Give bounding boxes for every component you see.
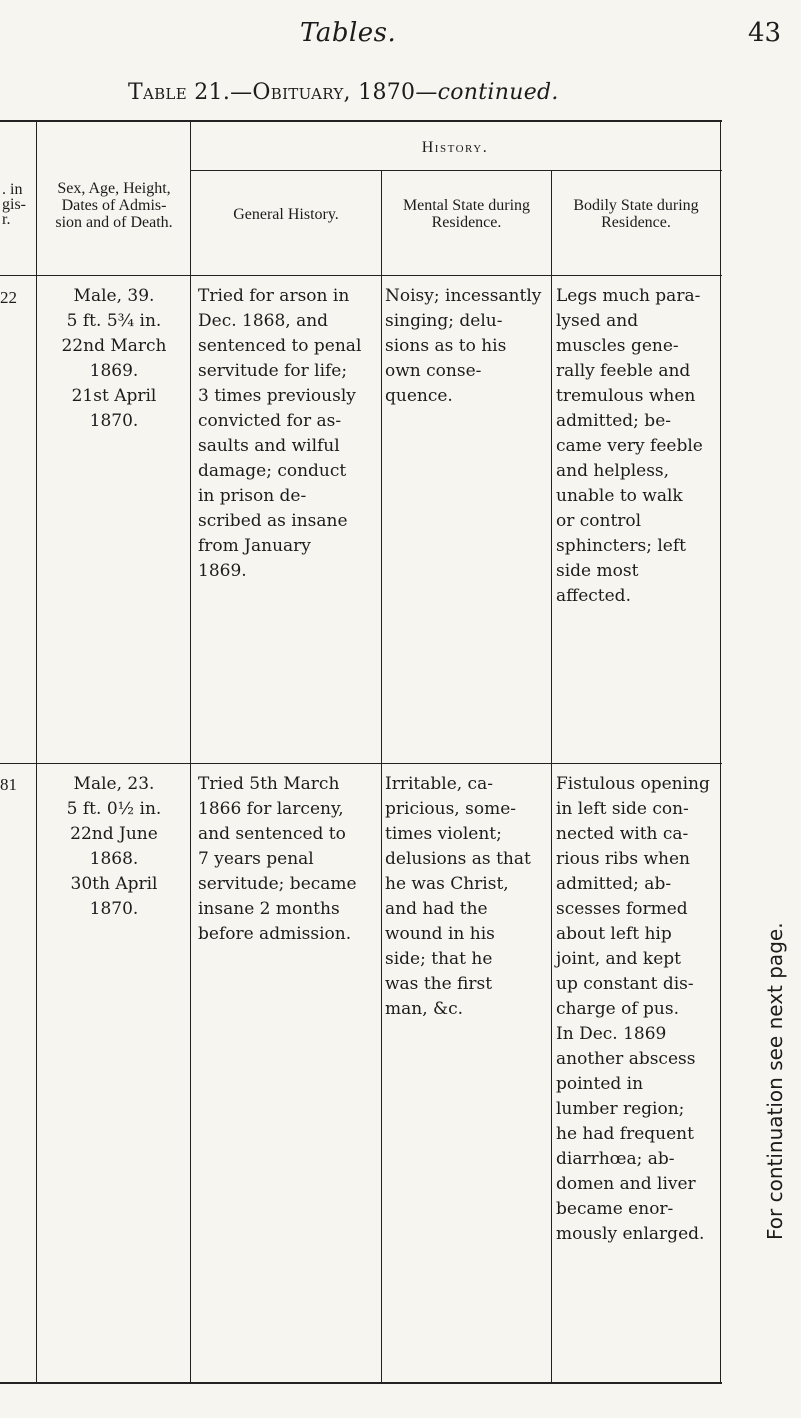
cell-line: another abscess — [556, 1049, 696, 1069]
running-title: Tables. — [300, 18, 397, 48]
reg-no-header-line: . in — [2, 181, 23, 198]
cell-line: unable to walk — [556, 486, 683, 506]
header-line: Sex, Age, Height, — [57, 180, 171, 197]
rule-row-divider — [0, 763, 722, 764]
cell-line: he was Christ, — [385, 874, 509, 894]
cell-line: admitted; ab- — [556, 874, 672, 894]
cell-line: domen and liver — [556, 1174, 696, 1194]
cell-line: Dec. 1868, and — [198, 311, 329, 331]
cell-line: own conse- — [385, 361, 482, 381]
vline-1 — [36, 120, 37, 1383]
cell-line: side most — [556, 561, 639, 581]
cell-line: 3 times previously — [198, 386, 356, 406]
cell-line: muscles gene- — [556, 336, 679, 356]
cell-line: from January — [198, 536, 311, 556]
cell-line: 7 years penal — [198, 849, 314, 869]
cell-line: In Dec. 1869 — [556, 1024, 667, 1044]
cell-line: Noisy; incessantly — [385, 286, 542, 306]
cell-line: scesses formed — [556, 899, 688, 919]
bodily-state-header — [552, 197, 720, 231]
sex-age-cell — [38, 772, 190, 922]
cell-line: 1870. — [89, 899, 139, 919]
rule-history-under — [190, 170, 722, 171]
cell-line: Tried for arson in — [198, 286, 350, 306]
cell-line: became enor- — [556, 1199, 674, 1219]
cell-line: before admission. — [198, 924, 352, 944]
header-line: Bodily State during — [573, 197, 699, 214]
bodily-state-cell — [556, 772, 719, 1247]
cell-line: diarrhœa; ab- — [556, 1149, 675, 1169]
cell-line: tremulous when — [556, 386, 696, 406]
cell-line: 22nd June — [70, 824, 158, 844]
cell-line: in prison de- — [198, 486, 307, 506]
history-group-header: History. — [421, 139, 489, 156]
cell-line: servitude for life; — [198, 361, 348, 381]
reg-no: 81 — [0, 775, 17, 794]
header-line: Mental State during — [402, 197, 531, 214]
cell-line: side; that he — [385, 949, 493, 969]
cell-line: 1869. — [89, 361, 139, 381]
page-header — [0, 18, 801, 58]
reg-no: 22 — [0, 288, 17, 307]
cell-line: singing; delu- — [385, 311, 503, 331]
table-title — [128, 80, 559, 105]
rule-top — [0, 120, 722, 122]
cell-line: was the first — [385, 974, 493, 994]
cell-line: damage; conduct — [198, 461, 347, 481]
cell-line: affected. — [556, 586, 631, 606]
cell-line: sions as to his — [385, 336, 507, 356]
cell-line: and helpless, — [556, 461, 670, 481]
header-line: Residence. — [601, 214, 671, 231]
cell-line: Legs much para- — [556, 286, 701, 306]
cell-line: insane 2 months — [198, 899, 340, 919]
cell-line: 1870. — [89, 411, 139, 431]
cell-line: nected with ca- — [556, 824, 689, 844]
sex-age-header — [38, 180, 190, 231]
mental-state-header — [382, 197, 551, 231]
cell-line: came very feeble — [556, 436, 703, 456]
cell-line: Tried 5th March — [198, 774, 340, 794]
cell-line: he had frequent — [556, 1124, 694, 1144]
cell-line: scribed as insane — [198, 511, 348, 531]
cell-line: man, &c. — [385, 999, 464, 1019]
cell-line: 1866 for larceny, — [198, 799, 344, 819]
mental-state-cell — [385, 772, 551, 1022]
cell-line: pointed in — [556, 1074, 644, 1094]
reg-no-header-line: r. — [2, 211, 11, 228]
cell-line: rious ribs when — [556, 849, 690, 869]
cell-line: 21st April — [71, 386, 157, 406]
page-number: 43 — [748, 18, 782, 48]
bodily-state-cell — [556, 284, 719, 609]
cell-line: and had the — [385, 899, 488, 919]
header-line: Dates of Admis- — [61, 197, 167, 214]
cell-line: times violent; — [385, 824, 502, 844]
cell-line: lysed and — [556, 311, 639, 331]
vline-2 — [190, 120, 191, 1383]
cell-line: 5 ft. 5¾ in. — [66, 311, 162, 331]
rule-header-bottom — [0, 275, 722, 276]
cell-line: quence. — [385, 386, 453, 406]
vline-4 — [551, 170, 552, 1383]
table-title-continued: continued. — [437, 80, 559, 105]
cell-line: and sentenced to — [198, 824, 346, 844]
cell-line: Male, 23. — [73, 774, 155, 794]
cell-line: lumber region; — [556, 1099, 685, 1119]
cell-line: Male, 39. — [73, 286, 155, 306]
cell-line: servitude; became — [198, 874, 357, 894]
header-line: Residence. — [431, 214, 502, 231]
cell-line: Fistulous opening — [556, 774, 710, 794]
vline-3 — [381, 170, 382, 1383]
cell-line: joint, and kept — [556, 949, 681, 969]
reg-no-header — [2, 182, 26, 227]
cell-line: sphincters; left — [556, 536, 686, 556]
cell-line: delusions as that — [385, 849, 531, 869]
general-history-cell — [198, 284, 378, 584]
cell-line: 1869. — [198, 561, 247, 581]
table-title-main: Table 21.—Obituary, 1870— — [128, 80, 438, 105]
cell-line: pricious, some- — [385, 799, 517, 819]
cell-line: in left side con- — [556, 799, 689, 819]
cell-line: 22nd March — [61, 336, 167, 356]
header-line: sion and of Death. — [55, 214, 173, 231]
cell-line: 30th April — [70, 874, 158, 894]
cell-line: 1868. — [89, 849, 139, 869]
rule-bottom — [0, 1382, 722, 1384]
cell-line: 5 ft. 0½ in. — [66, 799, 162, 819]
cell-line: up constant dis- — [556, 974, 694, 994]
continuation-note: For continuation see next page. — [763, 922, 787, 1240]
cell-line: Irritable, ca- — [385, 774, 493, 794]
cell-line: mously enlarged. — [556, 1224, 705, 1244]
vline-5 — [720, 120, 721, 1383]
reg-no-header-line: gis- — [2, 196, 26, 213]
general-history-header: General History. — [233, 206, 339, 223]
general-history-cell — [198, 772, 378, 947]
cell-line: convicted for as- — [198, 411, 342, 431]
sex-age-cell — [38, 284, 190, 434]
cell-line: about left hip — [556, 924, 672, 944]
cell-line: rally feeble and — [556, 361, 691, 381]
cell-line: saults and wilful — [198, 436, 340, 456]
cell-line: charge of pus. — [556, 999, 679, 1019]
cell-line: sentenced to penal — [198, 336, 362, 356]
cell-line: wound in his — [385, 924, 495, 944]
cell-line: admitted; be- — [556, 411, 671, 431]
mental-state-cell — [385, 284, 551, 409]
cell-line: or control — [556, 511, 642, 531]
